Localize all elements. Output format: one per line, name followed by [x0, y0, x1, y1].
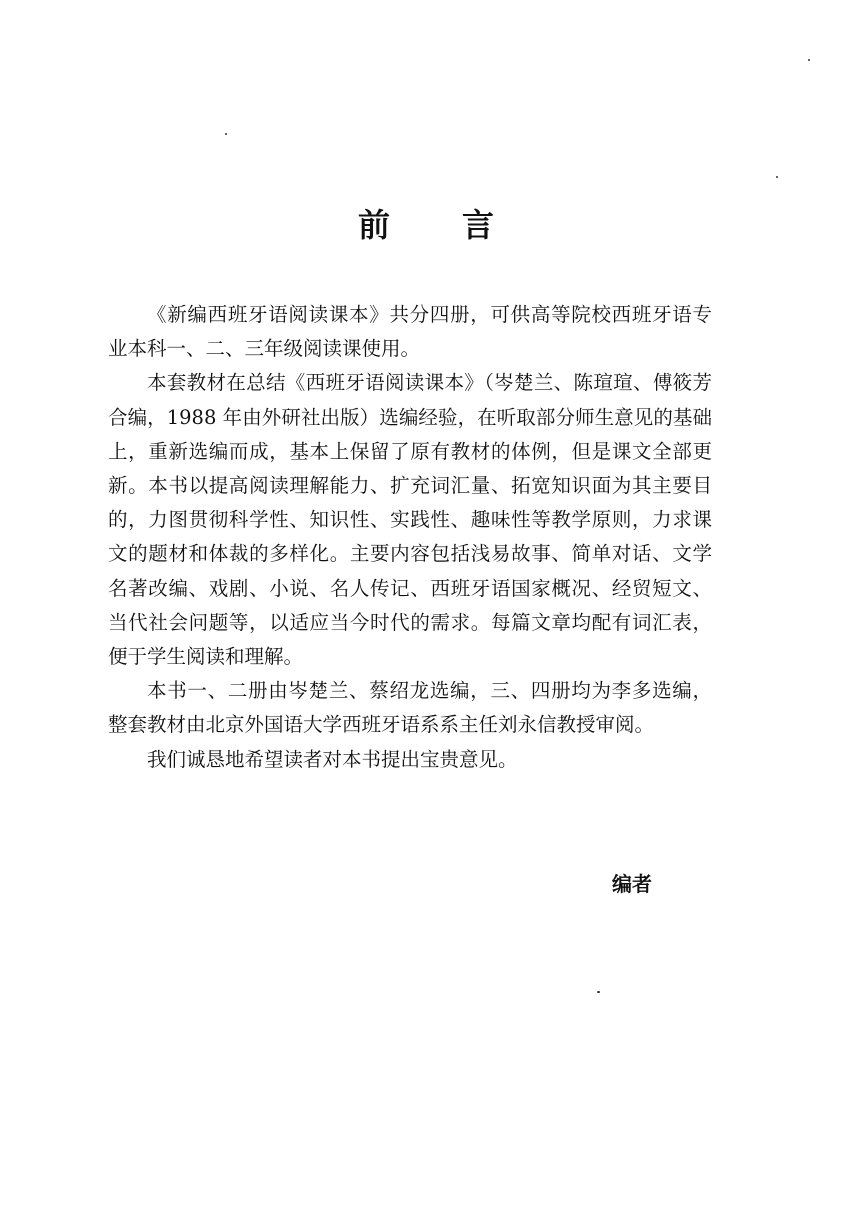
scan-speck	[597, 991, 600, 993]
page-title	[0, 200, 852, 246]
scan-speck	[776, 176, 778, 178]
title-char-2: 言	[462, 206, 495, 244]
signature: 编者	[612, 872, 652, 896]
scan-speck	[808, 59, 810, 61]
paragraph-3: 本书一、二册由岑楚兰、蔡绍龙选编，三、四册均为李多选编，整套教材由北京外国语大学西班牙语系系主任刘永信教授审阅。	[108, 679, 712, 737]
paragraph-4: 我们诚恳地希望读者对本书提出宝贵意见。	[147, 747, 518, 771]
scan-speck	[225, 133, 227, 135]
paragraph-2: 本套教材在总结《西班牙语阅读课本》（岑楚兰、陈瑄瑄、傅筱芳合编，1988 年由外研社出版）选编经验，在听取部分师生意见的基础上，重新选编而成，基本上保留了原有教材的体例，但是课文全部更新。本书以提高阅读理解能力、扩充词汇量、拓宽知识面为其主要目的，力图贯彻科学性、知识性、实践性、趣味性等教学原则，力求课文的题材和体裁的多样化。主要内容包括浅易故事、简单对话、文学名著改编、戏剧、小说、名人传记、西班牙语国家概况、经贸短文、当代社会问题等，以适应当今时代的需求。每篇文章均配有词汇表，便于学生阅读和理解。	[108, 371, 712, 669]
title-char-1: 前	[357, 206, 390, 244]
preface-body	[108, 298, 712, 777]
paragraph-1: 《新编西班牙语阅读课本》共分四册，可供高等院校西班牙语专业本科一、二、三年级阅读课使用。	[108, 303, 712, 361]
